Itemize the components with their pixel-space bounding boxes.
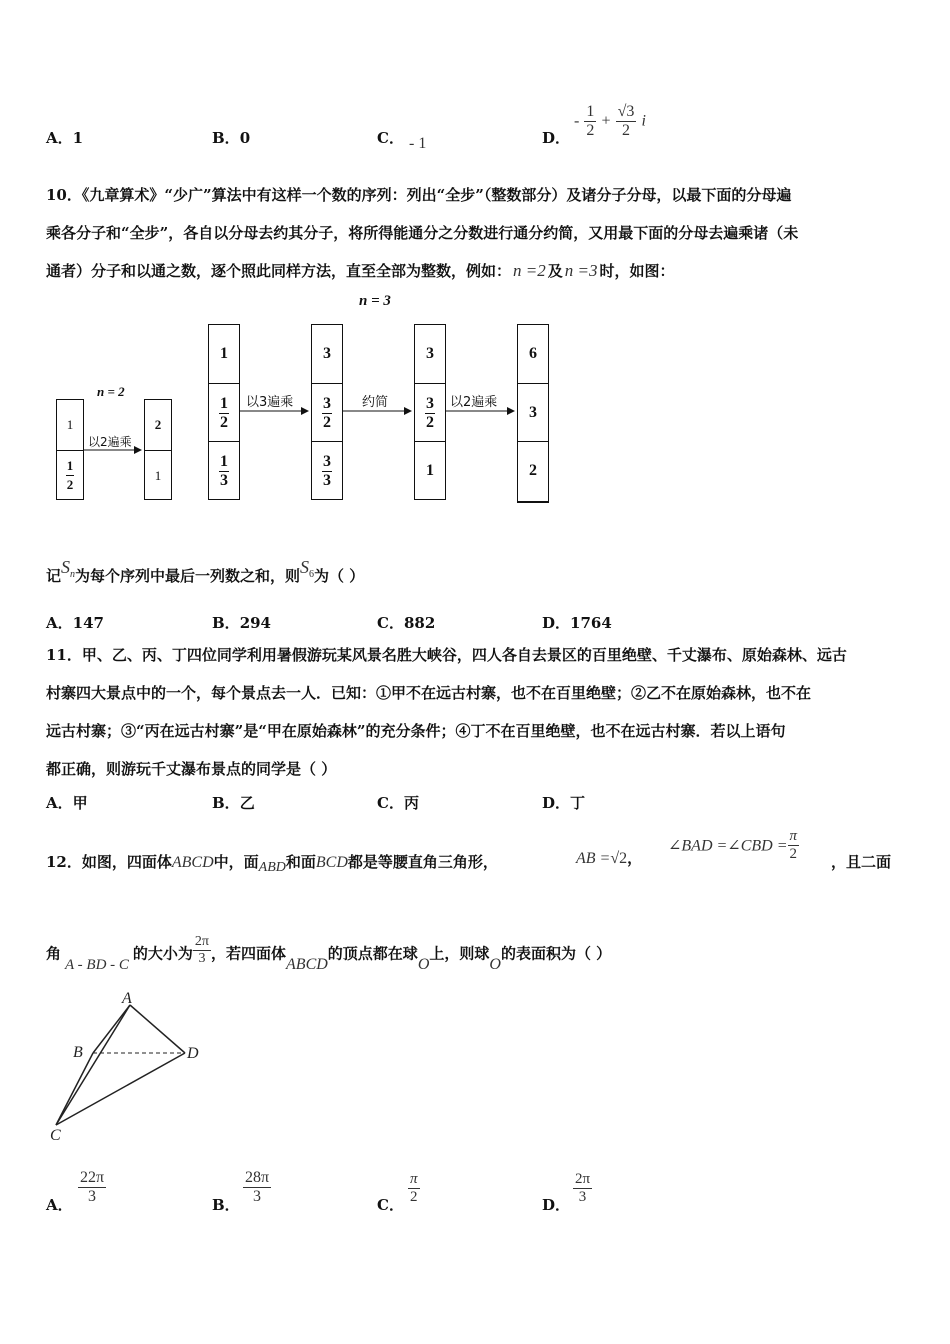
- option-value: 甲: [72, 794, 88, 812]
- denominator: 2: [789, 846, 798, 862]
- q10-option-c: [377, 612, 435, 633]
- cell-value: 1: [220, 345, 228, 362]
- numerator: 3: [426, 394, 434, 412]
- option-label: D．: [542, 129, 571, 147]
- option-value: 丙: [403, 794, 419, 812]
- denominator: 2: [410, 1189, 418, 1205]
- numerator: 3: [323, 452, 331, 470]
- cell-value: 3: [426, 345, 434, 362]
- option-value: 1: [72, 129, 84, 147]
- n2-arrow-label: 以2遍乘: [88, 435, 132, 449]
- numerator: 28π: [245, 1169, 270, 1186]
- numerator: π: [789, 828, 798, 844]
- option-label: A．: [46, 129, 73, 147]
- math-dihedral: A - BD - C: [65, 956, 129, 973]
- q11-text: [46, 636, 908, 788]
- text-segment: 的顶点都在球: [327, 944, 418, 963]
- q10-option-d: [542, 612, 612, 633]
- denominator: 2: [220, 413, 228, 431]
- math-sn-subscript: n: [70, 569, 76, 580]
- denominator: 3: [578, 1189, 587, 1205]
- q12-option-a-label: A．: [46, 1196, 73, 1214]
- fraction: [584, 103, 596, 140]
- numerator: 1: [220, 394, 228, 412]
- cell-value: 1: [66, 417, 74, 432]
- math-abcd: ABCD: [171, 854, 214, 871]
- cell-value: 3: [323, 345, 331, 362]
- text-segment: 记: [46, 567, 62, 585]
- fraction: [573, 1171, 592, 1206]
- text-segment: 角: [46, 944, 62, 963]
- math-angle: ∠BAD =∠CBD =: [668, 837, 788, 855]
- numerator: 1: [66, 457, 75, 476]
- cell-value: 6: [529, 345, 537, 362]
- diagram-title-n3: n = 3: [359, 293, 391, 309]
- option-label: D．: [542, 794, 571, 812]
- q12-option-b-value: [243, 1169, 271, 1206]
- q9-option-d-expression: [574, 103, 646, 140]
- text-segment: 都是等腰直角三角形，: [347, 853, 498, 871]
- text-segment: 时，如图：: [599, 262, 675, 280]
- text-segment: ，若四面体: [211, 944, 287, 963]
- math-s6: S: [300, 557, 310, 577]
- cell-value: 3: [529, 404, 537, 421]
- denominator: 2: [426, 413, 434, 431]
- cell-value: 2: [154, 417, 162, 432]
- denominator: 2: [586, 122, 595, 139]
- text-segment: 为（ ）: [314, 567, 365, 585]
- math-n2: n =2: [513, 261, 546, 280]
- q10-option-b: [212, 612, 271, 633]
- option-label: C．: [377, 794, 404, 812]
- numerator: 2π: [194, 934, 209, 949]
- q11-line-1: 11．甲、乙、丙、丁四位同学利用暑假游玩某风景名胜大峡谷，四人各自去景区的百里绝壁、千丈瀑布、原始森林、远古: [46, 646, 847, 664]
- vertex-label-d: D: [187, 1045, 199, 1062]
- minus-sign: -: [574, 112, 580, 130]
- plus-sign: +: [601, 112, 611, 130]
- text-segment: 12．如图，四面体: [46, 853, 172, 871]
- arrow-2-label: 约简: [362, 395, 389, 410]
- numerator: 22π: [80, 1169, 105, 1186]
- q12-option-a-value: [78, 1169, 106, 1206]
- q11-option-d: [542, 792, 585, 813]
- q10-subquestion: [46, 557, 365, 586]
- arrow-3-label: 以2遍乘: [450, 395, 498, 410]
- fraction: [78, 1169, 106, 1206]
- edge-cd: [56, 1053, 185, 1125]
- vertex-label-c: C: [50, 1127, 61, 1144]
- math-o: O: [417, 955, 430, 973]
- cell-value: 1: [426, 462, 434, 479]
- math-bcd: BCD: [315, 854, 348, 871]
- q11-option-b: [212, 792, 255, 813]
- q10-option-a: [46, 612, 104, 633]
- math-sqrt2: √2: [610, 850, 628, 867]
- vertex-label-b: B: [73, 1044, 83, 1061]
- option-value: 882: [403, 614, 436, 632]
- tetrahedron-figure: [40, 985, 230, 1150]
- option-label: B．: [212, 129, 240, 147]
- numerator: 3: [323, 394, 331, 412]
- denominator: 3: [88, 1188, 97, 1205]
- fraction: [408, 1171, 420, 1206]
- q12-option-b-label: B．: [212, 1196, 240, 1214]
- numerator: π: [410, 1171, 418, 1187]
- imaginary-unit: i: [641, 112, 646, 130]
- q11-line-3: 远古村寨；③“丙在远古村寨”是“甲在原始森林”的充分条件；④丁不在百里绝壁，也不在远古村寨．若以上语句: [46, 722, 786, 740]
- text-segment: 为每个序列中最后一列数之和，则: [75, 567, 301, 585]
- text-segment: 和面: [285, 853, 316, 871]
- math-s6-subscript: 6: [309, 569, 315, 580]
- text-segment: 及: [547, 262, 563, 280]
- text-segment: 上，则球: [429, 944, 490, 963]
- denominator: 3: [220, 471, 228, 489]
- text-segment: 的大小为: [132, 944, 193, 963]
- option-label: D．: [542, 614, 571, 632]
- denominator: 2: [622, 122, 631, 139]
- option-label: A．: [46, 614, 73, 632]
- edge-ac: [56, 1005, 130, 1125]
- denominator: 3: [253, 1188, 262, 1205]
- q12-option-c-label: C．: [377, 1196, 404, 1214]
- q10-line-2: 乘各分子和“全步”，各自以分母去约其分子，将所得能通分之分数进行通分约简，又用最下面的分母去遍乘诸（未: [46, 224, 799, 242]
- option-value: 1764: [570, 614, 612, 632]
- vertex-label-a: A: [122, 990, 132, 1007]
- q11-option-c: [377, 792, 419, 813]
- edge-ad: [130, 1005, 185, 1053]
- math-n3: n =3: [564, 261, 598, 280]
- option-label: B．: [212, 614, 240, 632]
- diagram-title-n2: n = 2: [97, 384, 125, 399]
- denominator: 3: [323, 471, 331, 489]
- text-segment: 中，面: [213, 853, 259, 871]
- math-abd: ABD: [258, 860, 286, 875]
- math-sn: S: [61, 557, 71, 577]
- fraction: [616, 103, 637, 140]
- text-segment: ，: [627, 849, 643, 867]
- numerator: 2π: [575, 1171, 591, 1187]
- q11-option-a: [46, 792, 88, 813]
- q11-line-4: 都正确，则游玩千丈瀑布景点的同学是（ ）: [46, 760, 337, 778]
- option-value: 147: [72, 614, 104, 632]
- fraction: [788, 828, 800, 863]
- q12-ab-eq: [576, 847, 642, 868]
- math-abcd: ABCD: [286, 955, 328, 973]
- denominator: 2: [66, 477, 74, 492]
- q12-option-c-value: [408, 1171, 420, 1206]
- q12-option-d-value: [573, 1171, 592, 1206]
- q12-angle-eq: [668, 828, 799, 863]
- option-label: B．: [212, 794, 240, 812]
- q12-option-d-label: D．: [542, 1196, 571, 1214]
- q10-line-1: 10．《九章算术》“少广”算法中有这样一个数的序列：列出“全步”（整数部分）及诸分子分母，以最下面的分母遍: [46, 186, 792, 204]
- q11-line-2: 村寨四大景点中的一个，每个景点去一人．已知：①甲不在远古村寨，也不在百里绝壁；②乙不在原始森林，也不在: [46, 684, 812, 702]
- option-value: 乙: [239, 794, 255, 812]
- denominator: 2: [323, 413, 331, 431]
- option-value: 0: [239, 129, 251, 147]
- math-ab: AB =: [576, 850, 611, 867]
- q9-option-c-value: - 1: [409, 135, 427, 152]
- text-segment: 通者）分子和以通之数，逐个照此同样方法，直至全部为整数，例如：: [46, 262, 512, 280]
- option-value: 294: [239, 614, 271, 632]
- q12-line-1: [46, 851, 498, 875]
- option-value: 丁: [570, 794, 586, 812]
- cell-value: 1: [154, 467, 162, 483]
- numerator: 1: [586, 103, 595, 120]
- numerator: √3: [617, 103, 635, 120]
- arrow-1-label: 以3遍乘: [246, 395, 294, 410]
- cell-value: 2: [529, 462, 537, 479]
- math-o: O: [489, 955, 501, 973]
- fraction: [193, 934, 211, 967]
- option-label: C．: [377, 614, 404, 632]
- numerator: 1: [220, 452, 228, 470]
- denominator: 3: [198, 951, 206, 966]
- option-label: C．: [377, 129, 404, 147]
- q12-line-1-end: ，且二面: [831, 853, 892, 871]
- diagram-arrows: [0, 0, 560, 520]
- option-label: A．: [46, 794, 73, 812]
- edge-ab: [93, 1005, 130, 1053]
- fraction: [243, 1169, 271, 1206]
- q12-line-2: [46, 934, 612, 973]
- text-segment: 的表面积为（ ）: [500, 944, 612, 963]
